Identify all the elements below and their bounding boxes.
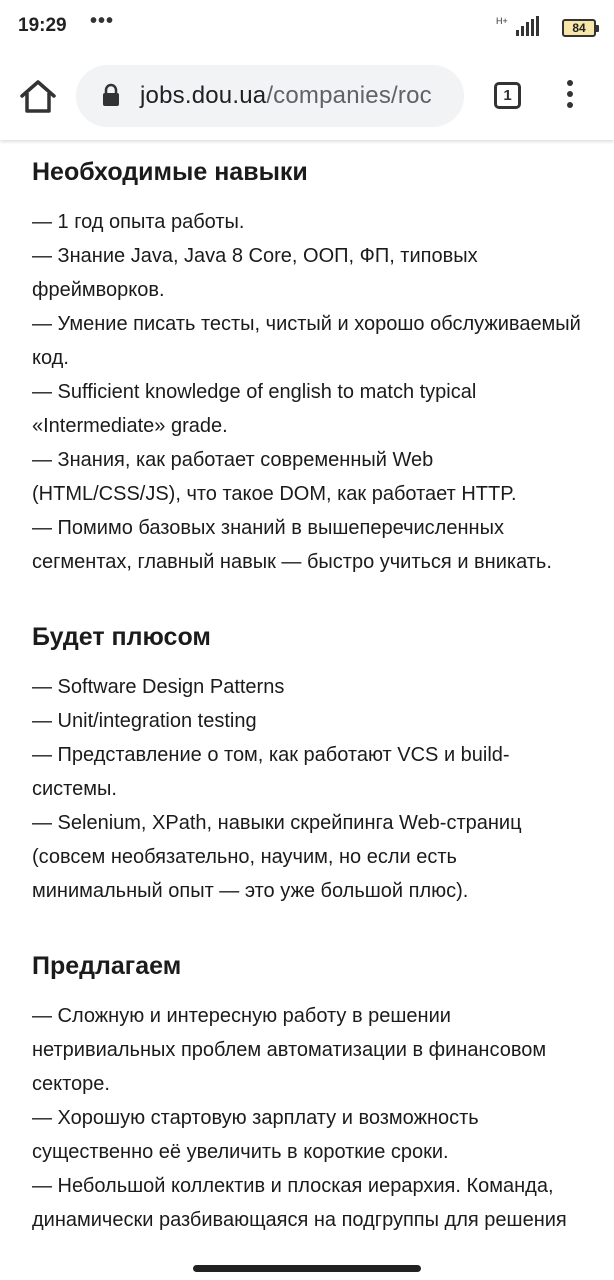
list-item: — Небольшой коллектив и плоская иерархия. Команда, динамически разбивающаяся на подгруппы для решения (32, 1175, 567, 1231)
section-title: Необходимые навыки (32, 158, 308, 186)
list-item: — Знания, как работает современный Web (HTML/CSS/JS), что такое DOM, как работает HTTP. (32, 449, 517, 505)
menu-dot-icon (567, 102, 573, 108)
url-domain: jobs.dou.ua (140, 82, 267, 109)
gesture-navigation-handle[interactable] (193, 1265, 421, 1272)
section-nice-to-have (32, 623, 582, 908)
list-item: — Sufficient knowledge of english to match typical «Intermediate» grade. (32, 381, 477, 437)
page-content (0, 140, 614, 1260)
list-item: — Представление о том, как работают VCS и build-системы. (32, 744, 510, 800)
list-item: — 1 год опыта работы. (32, 211, 245, 233)
home-button[interactable] (18, 78, 58, 118)
tab-switcher-button[interactable]: 1 (494, 82, 521, 109)
status-bar (0, 0, 614, 54)
status-icons (476, 14, 596, 38)
notification-dots: ••• (90, 10, 115, 32)
address-bar[interactable] (76, 65, 464, 127)
status-time: 19:29 (18, 15, 67, 36)
list-item: — Хорошую стартовую зарплату и возможность существенно её увеличить в короткие сроки. (32, 1107, 479, 1163)
network-type-label: H+ (496, 16, 508, 26)
section-offer (32, 952, 582, 1237)
more-menu-button[interactable] (560, 80, 580, 112)
menu-dot-icon (567, 91, 573, 97)
lock-icon (102, 83, 120, 107)
list-item: — Помимо базовых знаний в вышеперечисленных сегментах, главный навык — быстро учиться и вникать. (32, 517, 552, 573)
list-item: — Selenium, XPath, навыки скрейпинга Web-страниц (совсем необязательно, научим, но если есть минимальный опыт — это уже большой плюс). (32, 812, 522, 902)
list-item: — Сложную и интересную работу в решении нетривиальных проблем автоматизации в финансовом секторе. (32, 1005, 547, 1095)
menu-dot-icon (567, 80, 573, 86)
url-text (140, 82, 432, 110)
section-requirements (32, 158, 582, 579)
section-title: Предлагаем (32, 952, 182, 980)
list-item: — Знание Java, Java 8 Core, ООП, ФП, типовых фреймворков. (32, 245, 478, 301)
list-item: — Software Design Patterns (32, 676, 285, 698)
list-item: — Unit/integration testing (32, 710, 257, 732)
signal-icon (516, 16, 540, 36)
home-icon (18, 78, 58, 114)
list-item: — Умение писать тесты, чистый и хорошо обслуживаемый код. (32, 313, 581, 369)
url-path: /companies/roc (266, 82, 432, 109)
section-title: Будет плюсом (32, 623, 211, 651)
browser-toolbar (0, 54, 614, 140)
battery-indicator: 84 (562, 19, 596, 37)
